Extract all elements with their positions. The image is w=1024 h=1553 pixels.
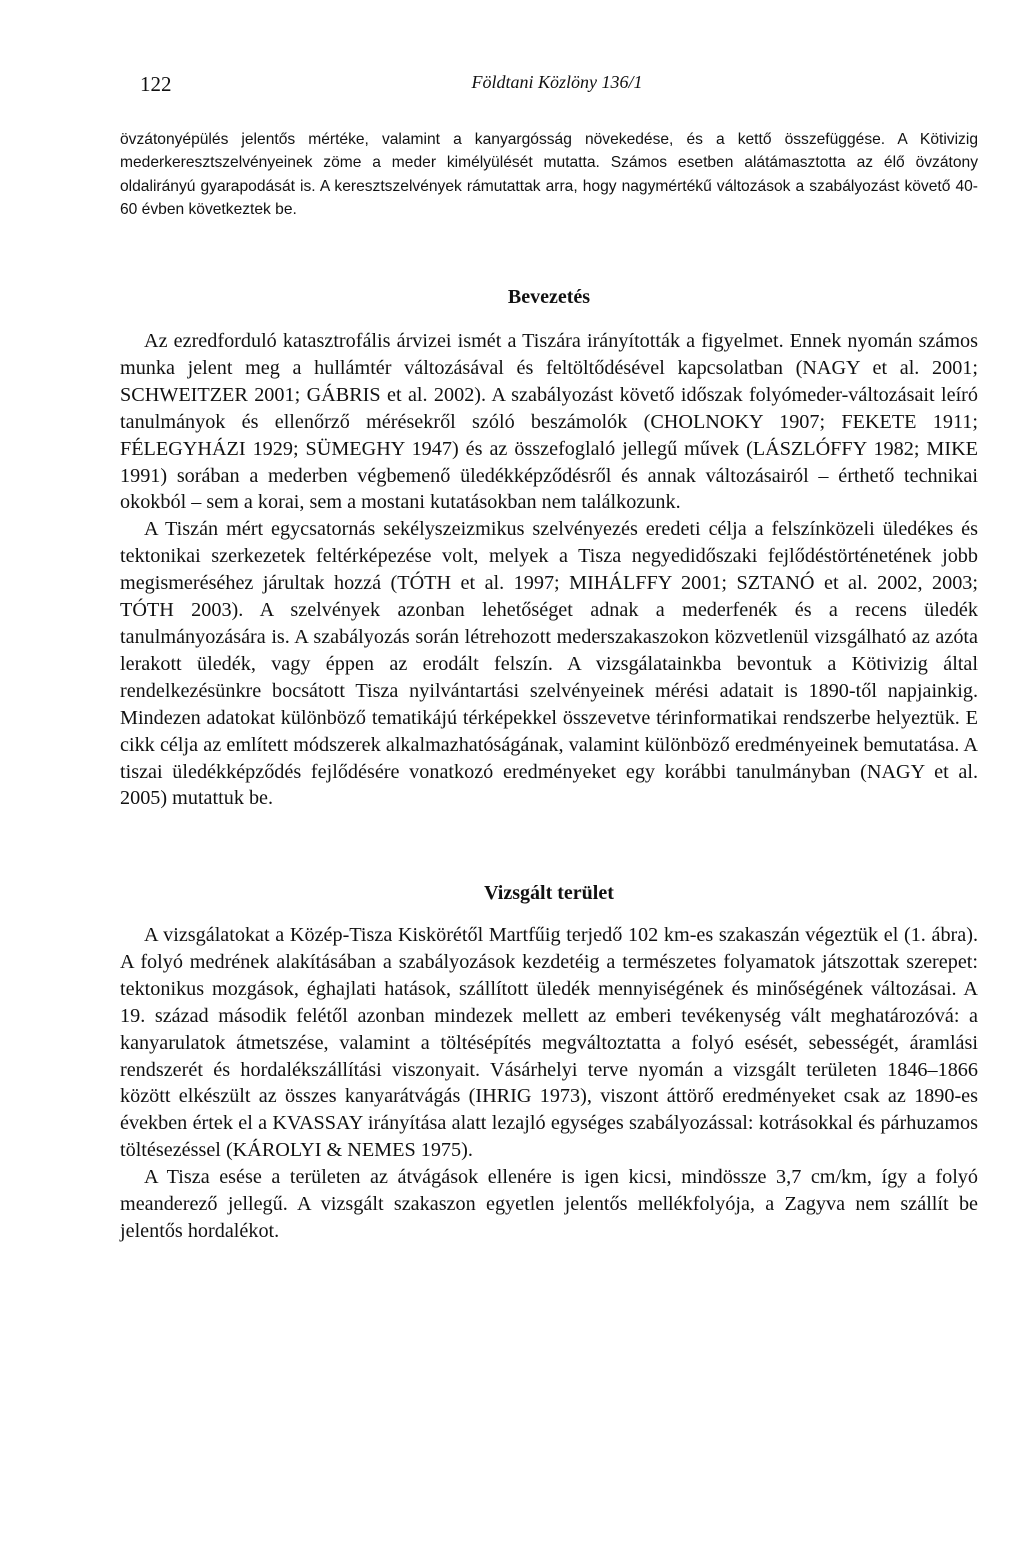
section-introduction xyxy=(120,284,978,812)
section-heading: Vizsgált terület xyxy=(484,882,614,904)
running-header xyxy=(140,72,974,98)
page-number: 122 xyxy=(140,72,172,96)
section-study-area xyxy=(120,880,978,1245)
section-heading: Bevezetés xyxy=(507,286,591,308)
paragraph: A Tisza esése a területen az átvágások ellenére is igen kicsi, mindössze 3,7 cm/km, így a folyó meanderező jellegű. A vizsgált szakaszon egyetlen jelentős mellékfolyója, a Zagyva nem szállít be jelentős hordalékot. xyxy=(120,1166,978,1242)
paragraph: A vizsgálatokat a Közép-Tisza Kiskörétől Martfűig terjedő 102 km-es szakaszán végeztük el (1. ábra). A folyó medrének alakításában a szabályozások kezdetéig a természetes folyamatok játszottak szerepet: tektonikus mozgások, éghajlati hatások, szállított üledék mennyiségének és minőségének változásai. A 19. század második felétől azonban mindezek mellett az emberi tevékenység vált meghatározóvá: a kanyarulatok átmetszése, valamint a töltésépítés megváltoztatta a folyó esését, sebességét, áramlási rendszerét és hordalékszállítási viszonyait. Vásárhelyi terve nyomán a vizsgált területen 1846–1866 között elkészült az összes kanyarátvágás (IHRIG 1973), viszont áttörő eredményeket csak az 1890-es években értek el a KVASSAY irányítása alatt lezajló egységes szabályozással: kotrásokkal és párhuzamos töltésezéssel (KÁROLYI & NEMES 1975). xyxy=(120,924,978,1162)
paragraph: Az ezredforduló katasztrofális árvizei ismét a Tiszára irányították a figyelmet. Ennek nyomán számos munka jelent meg a hullámtér változásával és feltöltődésével kapcsolatban (NAGY et al. 2001; SCHWEITZER 2001; GÁBRIS et al. 2002). A szabályozást követő időszak folyómeder-változásait leíró tanulmányok és ellenőrző mérésekről szóló beszámolók (CHOLNOKY 1907; FEKETE 1911; FÉLEGYHÁZI 1929; SÜMEGHY 1947) és az összefoglaló jellegű művek (LÁSZLÓFFY 1982; MIKE 1991) sorában a mederben végbemenő üledékképződésről és annak változásairól – érthető technikai okokból – sem a korai, sem a mostani kutatásokban nem találkozunk. xyxy=(120,330,978,514)
journal-title: Földtani Közlöny 136/1 xyxy=(471,72,643,92)
paragraph: A Tiszán mért egycsatornás sekélyszeizmikus szelvényezés eredeti célja a felszínközeli üledékes és tektonikai szerkezetek feltérképezése volt, melyek a Tisza negyedidőszaki fejlődéstörténetének jobb megismeréséhez járultak hozzá (TÓTH et al. 1997; MIHÁLFFY 2001; SZTANÓ et al. 2002, 2003; TÓTH 2003). A szelvények azonban lehetőséget adnak a mederfenék és a recens üledék tanulmányozására is. A szabályozás során létrehozott mederszakaszokon közvetlenül vizsgálható az azóta lerakott üledék, vagy éppen az erodált felszín. A vizsgálatainkba bevontuk a Kötivizig által rendelkezésünkre bocsátott Tisza nyilvántartási szelvényeinek mérési adatait is 1890-től napjainkig. Mindezen adatokat különböző tematikájú térképekkel összevetve térinformatikai rendszerbe helyeztük. E cikk célja az említett módszerek alkalmazhatóságának, valamint különböző eredményeinek bemutatása. A tiszai üledékképződés fejlődésére vonatkozó eredményeket egy korábbi tanulmányban (NAGY et al. 2005) mutattuk be. xyxy=(120,518,978,810)
abstract-continuation: övzátonyépülés jelentős mértéke, valamint a kanyargósság növekedése, és a kettő összefüggése. A Kötivizig mederkeresztszelvényeinek zöme a meder kimélyülését mutatta. Számos esetben alátámasztotta az élő övzátony oldalirányú gyarapodását is. A keresztszelvények rámutattak arra, hogy nagymértékű változások a szabályozást követő 40-60 évben következtek be. xyxy=(120,131,978,218)
